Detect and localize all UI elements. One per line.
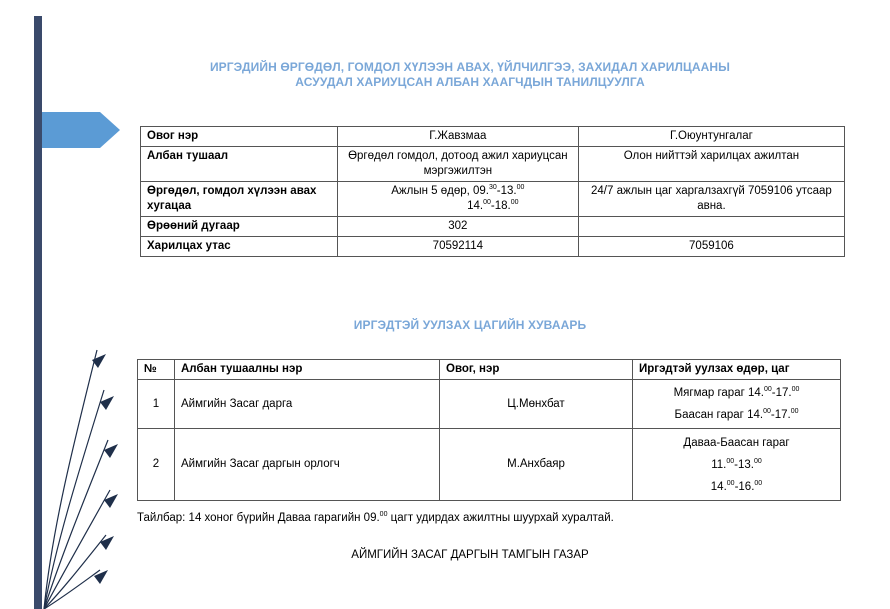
row-name: Ц.Мөнхбат [440, 380, 633, 429]
table-row [138, 429, 841, 501]
row-label: Өргөдөл, гомдол хүлээн авах хугацаа [141, 182, 338, 217]
staff1-room: 302 [337, 217, 578, 237]
schedule-text: -17. [770, 409, 791, 421]
table-row [141, 147, 845, 182]
row-name: М.Анхбаяр [440, 429, 633, 501]
hours-text: 14. [467, 200, 484, 212]
schedule-text: -13. [734, 458, 754, 471]
schedule-table [137, 359, 841, 501]
schedule-text: 11. [711, 458, 727, 471]
table-row [141, 217, 845, 237]
sup: 00 [763, 386, 772, 394]
table-row [141, 127, 845, 147]
staff2-name: Г.Оюунтунгалаг [578, 127, 844, 147]
schedule-title: ИРГЭДТЭЙ УУЛЗАХ ЦАГИЙН ХУВААРЬ [353, 318, 587, 332]
row-label: Өрөөний дугаар [141, 217, 338, 237]
sup: 00 [510, 199, 519, 207]
sup: 00 [483, 199, 491, 207]
col-header-number: № [138, 360, 175, 380]
table-row [141, 237, 845, 257]
col-header-time: Иргэдтэй уулзах өдөр, цаг [633, 360, 841, 380]
sup: 00 [726, 457, 735, 465]
decorative-feather-lines [42, 330, 142, 609]
sup: 00 [754, 479, 763, 487]
hours-text: -18. [490, 200, 511, 212]
sup: 00 [790, 408, 799, 416]
row-position: Аймгийн Засаг даргын орлогч [175, 429, 440, 501]
staff1-phone: 70592114 [337, 237, 578, 257]
table-row [141, 182, 845, 217]
row-label: Овог нэр [141, 127, 338, 147]
schedule-text: 14. [710, 480, 727, 493]
col-header-name: Овог, нэр [440, 360, 633, 380]
organization-footer: АЙМГИЙН ЗАСАГ ДАРГЫН ТАМГЫН ГАЗАР [351, 549, 589, 561]
page-title-line1: ИРГЭДИЙН ӨРГӨДӨЛ, ГОМДОЛ ХҮЛЭЭН АВАХ, ҮЙЛЧИЛГЭЭ, ЗАХИДАЛ ХАРИЛЦААНЫ [209, 60, 731, 74]
sup: 00 [791, 386, 800, 394]
footnote-text: цагт удирдах ажилтны шуурхай хуралтай. [387, 512, 614, 524]
schedule-text: -16. [734, 480, 755, 493]
staff1-hours [337, 182, 578, 217]
sup: 00 [726, 479, 735, 487]
staff1-name: Г.Жавзмаа [337, 127, 578, 147]
table-row [138, 380, 841, 429]
sup: 00 [516, 184, 525, 192]
hours-text: Ажлын 5 өдөр, 09. [391, 185, 489, 197]
staff1-position: Өргөдөл гомдол, дотоод ажил хариуцсан мэргэжилтэн [337, 147, 578, 182]
staff2-position: Олон нийттэй харилцах ажилтан [578, 147, 844, 182]
staff2-phone: 7059106 [578, 237, 844, 257]
row-label: Албан тушаал [141, 147, 338, 182]
footnote [137, 512, 614, 524]
footnote-text: Тайлбар: 14 хоног бүрийн Даваа гарагийн 09. [137, 512, 380, 524]
hours-text: -13. [496, 185, 517, 197]
page-title-line2: АСУУДАЛ ХАРИУЦСАН АЛБАН ХААГЧДЫН ТАНИЛЦУУЛГА [295, 75, 645, 89]
row-schedule [633, 429, 841, 501]
schedule-text: Баасан гараг 14. [674, 409, 764, 421]
row-label: Харилцах утас [141, 237, 338, 257]
row-number: 1 [138, 380, 175, 429]
staff2-room [578, 217, 844, 237]
col-header-position: Албан тушаалны нэр [175, 360, 440, 380]
staff-info-table [140, 126, 845, 257]
blue-arrow-icon [42, 112, 120, 148]
left-decorative-bar [34, 16, 42, 609]
sup: 00 [379, 511, 388, 519]
schedule-text: -17. [771, 387, 792, 399]
table-header-row [138, 360, 841, 380]
schedule-text: Мягмар гараг 14. [673, 387, 764, 399]
schedule-text: Даваа-Баасан гараг [683, 436, 790, 449]
sup: 00 [763, 408, 771, 416]
staff2-hours: 24/7 ажлын цаг харгалзахгүй 7059106 утсаар авна. [578, 182, 844, 217]
sup: 00 [753, 457, 762, 465]
row-position: Аймгийн Засаг дарга [175, 380, 440, 429]
row-schedule [633, 380, 841, 429]
row-number: 2 [138, 429, 175, 501]
sup: 30 [489, 184, 497, 192]
